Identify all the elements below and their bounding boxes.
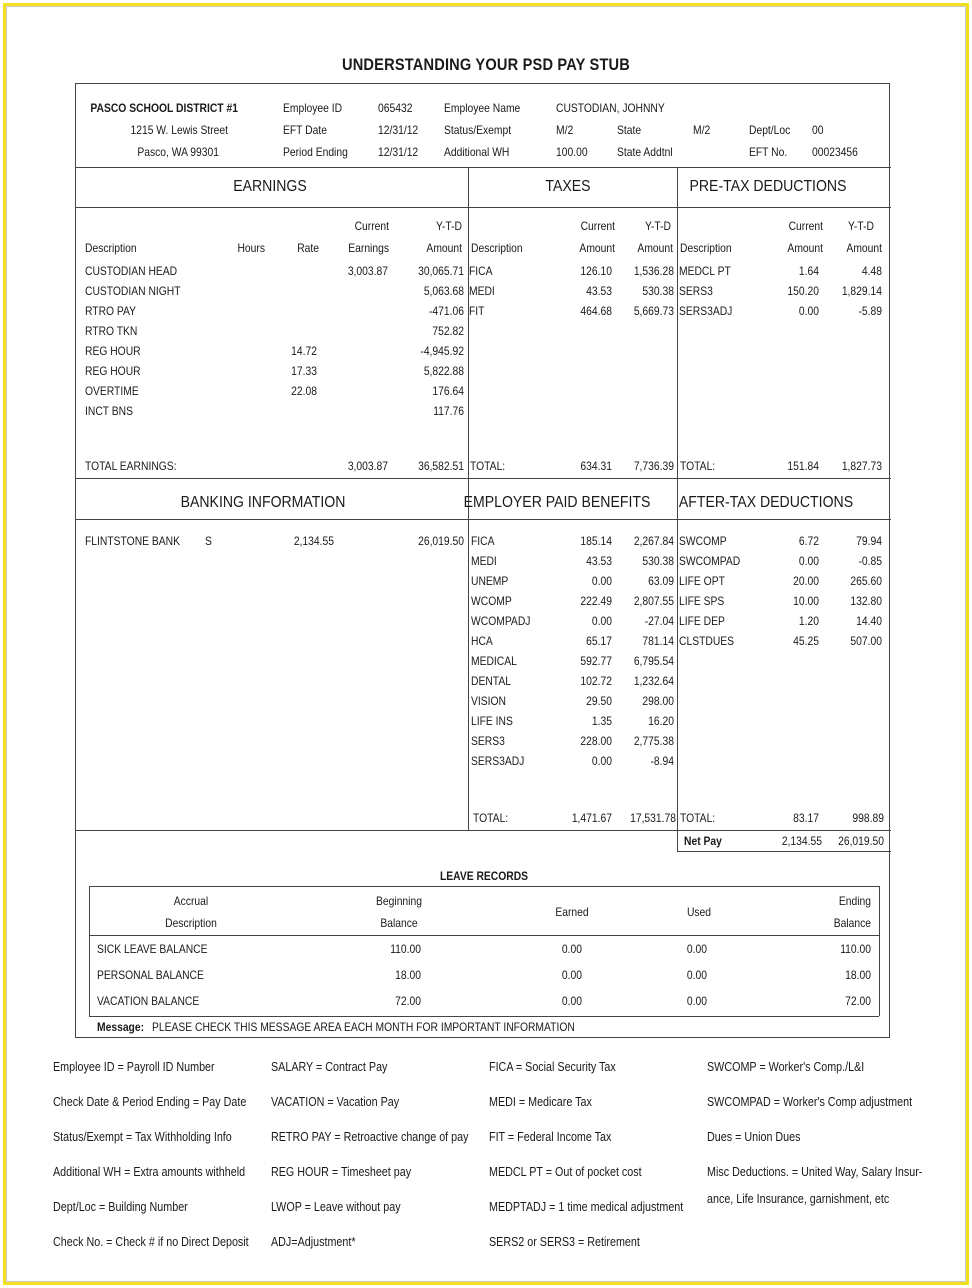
legend-item: Check Date & Period Ending = Pay Date bbox=[53, 1095, 247, 1109]
legend-item: FICA = Social Security Tax bbox=[489, 1060, 616, 1074]
earnings-row-rate: 14.72 bbox=[291, 344, 317, 358]
employer-row-desc: WCOMPADJ bbox=[471, 614, 531, 628]
leave-row-desc: PERSONAL BALANCE bbox=[97, 968, 204, 982]
leave-col-earned: Earned bbox=[555, 905, 589, 919]
leave-row-used: 0.00 bbox=[686, 942, 707, 956]
employer-row-current: 1.35 bbox=[591, 714, 612, 728]
employer-row-current: 0.00 bbox=[591, 614, 612, 628]
earnings-row-desc: REG HOUR bbox=[85, 344, 141, 358]
aftertax-row-desc: SWCOMP bbox=[679, 534, 727, 548]
leave-row-desc: VACATION BALANCE bbox=[97, 994, 200, 1008]
label-dept-loc: Dept/Loc bbox=[749, 123, 791, 137]
earnings-row-desc: RTRO TKN bbox=[85, 324, 138, 338]
employer-row-desc: FICA bbox=[471, 534, 495, 548]
employer-row-current: 0.00 bbox=[591, 574, 612, 588]
col-pre-amount-cur: Amount bbox=[787, 241, 823, 255]
leave-row-begin: 110.00 bbox=[390, 942, 421, 956]
employer-row-ytd: 298.00 bbox=[642, 694, 674, 708]
leave-row-earned: 0.00 bbox=[561, 968, 582, 982]
leave-col-end-1: Ending bbox=[838, 894, 871, 908]
employer-row-desc: LIFE INS bbox=[471, 714, 513, 728]
tax-row-ytd: 1,536.28 bbox=[633, 264, 674, 278]
section-banking: BANKING INFORMATION bbox=[180, 494, 346, 511]
employer-row-current: 228.00 bbox=[580, 734, 612, 748]
leave-col-begin-2: Balance bbox=[380, 916, 418, 930]
earnings-row-desc: OVERTIME bbox=[85, 384, 139, 398]
leave-row-begin: 72.00 bbox=[395, 994, 421, 1008]
tax-row-current: 126.10 bbox=[580, 264, 612, 278]
employer-row-desc: SERS3ADJ bbox=[471, 754, 525, 768]
earnings-row-desc: CUSTODIAN HEAD bbox=[85, 264, 178, 278]
earnings-row-ytd: -471.06 bbox=[428, 304, 464, 318]
employer-row-current: 222.49 bbox=[580, 594, 612, 608]
tax-total-current: 634.31 bbox=[580, 459, 612, 473]
employer-row-current: 185.14 bbox=[580, 534, 612, 548]
earnings-row-rate: 17.33 bbox=[291, 364, 317, 378]
legend-item: Additional WH = Extra amounts withheld bbox=[53, 1165, 246, 1179]
employer-row-desc: DENTAL bbox=[471, 674, 511, 688]
aftertax-row-ytd: 132.80 bbox=[850, 594, 882, 608]
pretax-total-ytd: 1,827.73 bbox=[841, 459, 882, 473]
pretax-total-current: 151.84 bbox=[787, 459, 819, 473]
aftertax-row-current: 45.25 bbox=[793, 634, 819, 648]
legend-item: Dues = Union Dues bbox=[707, 1130, 801, 1144]
employer-row-current: 102.72 bbox=[580, 674, 612, 688]
earnings-row-ytd: 5,063.68 bbox=[423, 284, 464, 298]
district-street: 1215 W. Lewis Street bbox=[130, 123, 228, 137]
earnings-row-desc: RTRO PAY bbox=[85, 304, 137, 318]
employer-row-desc: WCOMP bbox=[471, 594, 512, 608]
aftertax-row-current: 6.72 bbox=[798, 534, 819, 548]
legend-item: REG HOUR = Timesheet pay bbox=[271, 1165, 412, 1179]
pay-stub bbox=[75, 83, 890, 1038]
employer-row-ytd: -27.04 bbox=[644, 614, 674, 628]
bottom-section-divider bbox=[76, 830, 677, 831]
employer-row-ytd: 2,267.84 bbox=[633, 534, 674, 548]
pretax-row-ytd: 4.48 bbox=[861, 264, 882, 278]
col-earn-earnings: Earnings bbox=[348, 241, 389, 255]
tax-row-current: 464.68 bbox=[580, 304, 612, 318]
employer-row-desc: VISION bbox=[471, 694, 506, 708]
aftertax-row-desc: CLSTDUES bbox=[679, 634, 735, 648]
pretax-row-current: 1.64 bbox=[798, 264, 819, 278]
value-eft-no: 00023456 bbox=[812, 145, 858, 159]
earnings-row-desc: INCT BNS bbox=[85, 404, 133, 418]
earnings-total-current: 3,003.87 bbox=[347, 459, 388, 473]
col-pre-amount-ytd: Amount bbox=[846, 241, 882, 255]
employer-row-current: 29.50 bbox=[586, 694, 612, 708]
label-state: State bbox=[617, 123, 642, 137]
pretax-row-ytd: -5.89 bbox=[858, 304, 882, 318]
legend-item: MEDCL PT = Out of pocket cost bbox=[489, 1165, 642, 1179]
tax-row-ytd: 530.38 bbox=[642, 284, 674, 298]
leave-row-end: 110.00 bbox=[840, 942, 871, 956]
label-period-ending: Period Ending bbox=[283, 145, 348, 159]
col-earn-amount: Amount bbox=[426, 241, 462, 255]
label-state-addtnl: State Addtnl bbox=[617, 145, 673, 159]
pretax-row-ytd: 1,829.14 bbox=[841, 284, 882, 298]
legend-item: RETRO PAY = Retroactive change of pay bbox=[271, 1130, 469, 1144]
value-eft-date: 12/31/12 bbox=[378, 123, 419, 137]
section-employer: EMPLOYER PAID BENEFITS bbox=[463, 494, 651, 511]
bottom-title-divider bbox=[76, 519, 891, 520]
pretax-row-desc: SERS3ADJ bbox=[679, 304, 733, 318]
aftertax-row-current: 10.00 bbox=[793, 594, 819, 608]
net-pay-label: Net Pay bbox=[684, 834, 722, 848]
employer-row-current: 0.00 bbox=[591, 754, 612, 768]
leave-col-accrual-2: Description bbox=[165, 916, 217, 930]
value-employee-name: CUSTODIAN, JOHNNY bbox=[556, 101, 665, 115]
leave-col-used: Used bbox=[686, 905, 712, 919]
employer-row-desc: HCA bbox=[471, 634, 493, 648]
aftertax-row-desc: LIFE DEP bbox=[679, 614, 725, 628]
aftertax-row-desc: SWCOMPAD bbox=[679, 554, 741, 568]
employer-total-ytd: 17,531.78 bbox=[630, 811, 676, 825]
employer-row-ytd: 781.14 bbox=[642, 634, 674, 648]
legend-item: FIT = Federal Income Tax bbox=[489, 1130, 612, 1144]
tax-row-desc: FIT bbox=[469, 304, 485, 318]
value-period-ending: 12/31/12 bbox=[378, 145, 419, 159]
legend-item: Status/Exempt = Tax Withholding Info bbox=[53, 1130, 232, 1144]
col-earn-hours: Hours bbox=[237, 241, 265, 255]
aftertax-total-ytd: 998.89 bbox=[852, 811, 884, 825]
employer-row-current: 65.17 bbox=[586, 634, 612, 648]
legend-item: ADJ=Adjustment* bbox=[271, 1235, 356, 1249]
aftertax-total-current: 83.17 bbox=[793, 811, 819, 825]
pretax-row-current: 0.00 bbox=[798, 304, 819, 318]
leave-box-right bbox=[879, 886, 880, 1016]
leave-col-end-2: Balance bbox=[833, 916, 871, 930]
earnings-total-label: TOTAL EARNINGS: bbox=[85, 459, 177, 473]
earnings-total-ytd: 36,582.51 bbox=[418, 459, 464, 473]
district-name: PASCO SCHOOL DISTRICT #1 bbox=[90, 101, 238, 115]
section-aftertax: AFTER-TAX DEDUCTIONS bbox=[678, 494, 854, 511]
employer-row-desc: SERS3 bbox=[471, 734, 505, 748]
legend-item: MEDPTADJ = 1 time medical adjustment bbox=[489, 1200, 684, 1214]
leave-row-begin: 18.00 bbox=[395, 968, 421, 982]
tax-total-label: TOTAL: bbox=[470, 459, 506, 473]
aftertax-row-ytd: 265.60 bbox=[850, 574, 882, 588]
aftertax-row-ytd: -0.85 bbox=[858, 554, 882, 568]
aftertax-row-ytd: 507.00 bbox=[850, 634, 882, 648]
aftertax-row-current: 20.00 bbox=[793, 574, 819, 588]
earnings-row-current: 3,003.87 bbox=[347, 264, 388, 278]
earnings-row-desc: CUSTODIAN NIGHT bbox=[85, 284, 181, 298]
earnings-row-ytd: -4,945.92 bbox=[420, 344, 464, 358]
legend-item: LWOP = Leave without pay bbox=[271, 1200, 401, 1214]
earnings-row-ytd: 30,065.71 bbox=[418, 264, 464, 278]
value-dept-loc: 00 bbox=[812, 123, 824, 137]
aftertax-row-current: 0.00 bbox=[798, 554, 819, 568]
tax-row-current: 43.53 bbox=[586, 284, 612, 298]
message-text: PLEASE CHECK THIS MESSAGE AREA EACH MONTH FOR IMPORTANT INFORMATION bbox=[152, 1020, 575, 1034]
col-pre-ytd: Y-T-D bbox=[847, 219, 874, 233]
message-label: Message: bbox=[97, 1020, 145, 1034]
value-state: M/2 bbox=[693, 123, 711, 137]
bank-ytd: 26,019.50 bbox=[418, 534, 464, 548]
bank-name: FLINTSTONE BANK bbox=[85, 534, 181, 548]
label-additional-wh: Additional WH bbox=[444, 145, 510, 159]
legend-item: VACATION = Vacation Pay bbox=[271, 1095, 400, 1109]
legend-item: SWCOMP = Worker's Comp./L&I bbox=[707, 1060, 865, 1074]
earnings-row-ytd: 5,822.88 bbox=[423, 364, 464, 378]
leave-box-left bbox=[89, 886, 90, 1016]
leave-row-end: 18.00 bbox=[845, 968, 871, 982]
pretax-row-desc: SERS3 bbox=[679, 284, 713, 298]
tax-row-ytd: 5,669.73 bbox=[633, 304, 674, 318]
bank-current: 2,134.55 bbox=[293, 534, 334, 548]
aftertax-row-ytd: 79.94 bbox=[856, 534, 882, 548]
leave-row-end: 72.00 bbox=[845, 994, 871, 1008]
col-tax-amount-cur: Amount bbox=[579, 241, 615, 255]
label-eft-date: EFT Date bbox=[283, 123, 327, 137]
employer-row-current: 43.53 bbox=[586, 554, 612, 568]
section-title-divider bbox=[76, 207, 891, 208]
leave-title: LEAVE RECORDS bbox=[439, 869, 529, 883]
employer-row-ytd: 2,807.55 bbox=[633, 594, 674, 608]
tax-row-desc: MEDI bbox=[469, 284, 495, 298]
label-employee-name: Employee Name bbox=[444, 101, 521, 115]
legend-item: SERS2 or SERS3 = Retirement bbox=[489, 1235, 640, 1249]
legend-item: ance, Life Insurance, garnishment, etc bbox=[707, 1192, 890, 1206]
earnings-row-desc: REG HOUR bbox=[85, 364, 141, 378]
employer-row-ytd: 63.09 bbox=[648, 574, 674, 588]
label-eft-no: EFT No. bbox=[749, 145, 788, 159]
leave-row-desc: SICK LEAVE BALANCE bbox=[97, 942, 208, 956]
earnings-row-ytd: 117.76 bbox=[433, 404, 464, 418]
col-earn-description: Description bbox=[85, 241, 137, 255]
col-tax-ytd: Y-T-D bbox=[644, 219, 671, 233]
net-pay-ytd: 26,019.50 bbox=[838, 834, 884, 848]
section-taxes: TAXES bbox=[545, 178, 591, 195]
employer-row-ytd: 6,795.54 bbox=[633, 654, 674, 668]
col-tax-current: Current bbox=[580, 219, 615, 233]
col-tax-description: Description bbox=[471, 241, 523, 255]
leave-row-earned: 0.00 bbox=[561, 994, 582, 1008]
legend-item: SALARY = Contract Pay bbox=[271, 1060, 388, 1074]
leave-col-accrual-1: Accrual bbox=[173, 894, 209, 908]
section-earnings: EARNINGS bbox=[233, 178, 307, 195]
col-earn-rate: Rate bbox=[297, 241, 319, 255]
legend-item: Dept/Loc = Building Number bbox=[53, 1200, 188, 1214]
leave-box-bottom bbox=[89, 1016, 879, 1017]
col-pre-description: Description bbox=[680, 241, 732, 255]
aftertax-row-desc: LIFE SPS bbox=[679, 594, 725, 608]
earnings-row-rate: 22.08 bbox=[291, 384, 317, 398]
header-divider bbox=[76, 167, 891, 168]
earnings-row-ytd: 752.82 bbox=[432, 324, 464, 338]
legend-item: Misc Deductions. = United Way, Salary Insur- bbox=[707, 1165, 923, 1179]
leave-col-begin-1: Beginning bbox=[376, 894, 422, 908]
pretax-row-current: 150.20 bbox=[787, 284, 819, 298]
label-status-exempt: Status/Exempt bbox=[444, 123, 512, 137]
pretax-total-label: TOTAL: bbox=[680, 459, 716, 473]
value-employee-id: 065432 bbox=[378, 101, 413, 115]
employer-row-ytd: -8.94 bbox=[650, 754, 674, 768]
employer-row-ytd: 2,775.38 bbox=[633, 734, 674, 748]
page-title: UNDERSTANDING YOUR PSD PAY STUB bbox=[341, 55, 631, 74]
aftertax-row-current: 1.20 bbox=[798, 614, 819, 628]
pretax-row-desc: MEDCL PT bbox=[679, 264, 731, 278]
net-pay-top-line bbox=[677, 830, 891, 831]
aftertax-row-ytd: 14.40 bbox=[856, 614, 882, 628]
employer-row-desc: MEDI bbox=[471, 554, 497, 568]
legend-item: SWCOMPAD = Worker's Comp adjustment bbox=[707, 1095, 913, 1109]
district-city: Pasco, WA 99301 bbox=[137, 145, 219, 159]
net-pay-current: 2,134.55 bbox=[781, 834, 822, 848]
aftertax-row-desc: LIFE OPT bbox=[679, 574, 725, 588]
aftertax-total-label: TOTAL: bbox=[680, 811, 716, 825]
label-employee-id: Employee ID bbox=[283, 101, 343, 115]
leave-row-used: 0.00 bbox=[686, 968, 707, 982]
value-status-exempt: M/2 bbox=[556, 123, 574, 137]
col-tax-amount-ytd: Amount bbox=[637, 241, 673, 255]
leave-header-divider bbox=[89, 935, 879, 936]
legend-item: MEDI = Medicare Tax bbox=[489, 1095, 592, 1109]
employer-total-label: TOTAL: bbox=[473, 811, 509, 825]
legend-item: Check No. = Check # if no Direct Deposit bbox=[53, 1235, 249, 1249]
top-totals-divider bbox=[76, 478, 891, 479]
net-pay-bottom-line bbox=[677, 851, 891, 852]
col-earn-ytd: Y-T-D bbox=[435, 219, 462, 233]
section-pretax: PRE-TAX DEDUCTIONS bbox=[689, 178, 847, 195]
employer-row-desc: MEDICAL bbox=[471, 654, 517, 668]
employer-row-desc: UNEMP bbox=[471, 574, 509, 588]
employer-row-ytd: 530.38 bbox=[642, 554, 674, 568]
employer-row-ytd: 1,232.64 bbox=[633, 674, 674, 688]
col-pre-current: Current bbox=[788, 219, 823, 233]
leave-row-used: 0.00 bbox=[686, 994, 707, 1008]
tax-total-ytd: 7,736.39 bbox=[633, 459, 674, 473]
earnings-row-ytd: 176.64 bbox=[432, 384, 464, 398]
employer-total-current: 1,471.67 bbox=[571, 811, 612, 825]
employer-row-current: 592.77 bbox=[580, 654, 612, 668]
legend-item: Employee ID = Payroll ID Number bbox=[53, 1060, 215, 1074]
value-additional-wh: 100.00 bbox=[556, 145, 588, 159]
employer-row-ytd: 16.20 bbox=[648, 714, 674, 728]
bank-account-type: S bbox=[205, 534, 212, 548]
leave-row-earned: 0.00 bbox=[561, 942, 582, 956]
tax-row-desc: FICA bbox=[469, 264, 493, 278]
leave-box-top bbox=[89, 886, 879, 887]
col-earn-current: Current bbox=[354, 219, 389, 233]
